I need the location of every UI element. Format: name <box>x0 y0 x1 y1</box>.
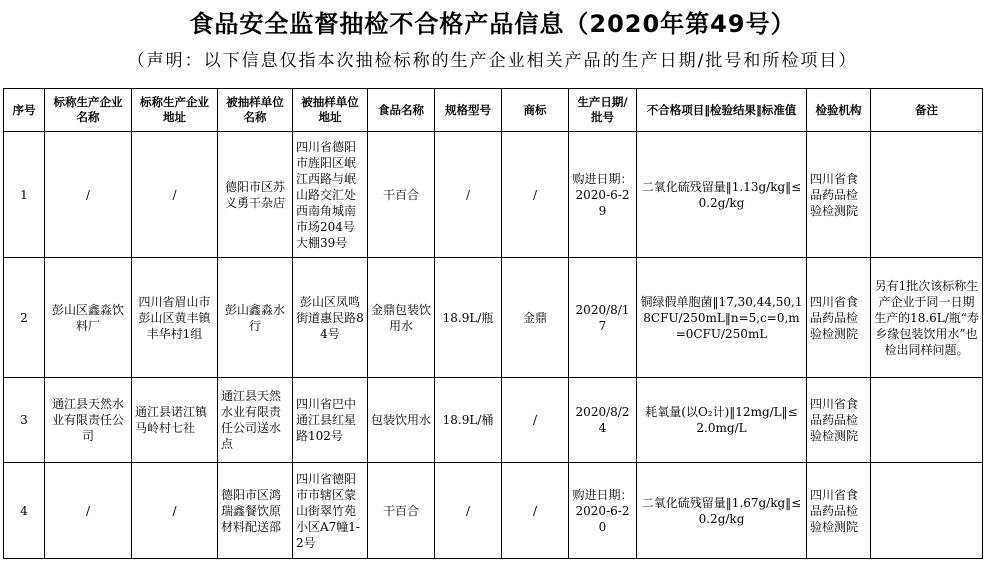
table-cell: 四川省德阳市旌阳区岷江西路与岷山路交汇处西南角城南市场204号大棚39号 <box>293 132 368 258</box>
table-cell: 四川省食品药品检验检测院 <box>807 463 871 559</box>
header-cell: 标称生产企业名称 <box>45 89 132 132</box>
table-cell: 四川省巴中通江县红星路102号 <box>293 378 368 463</box>
table-cell: 二氧化硫残留量‖1.13g/kg‖≤0.2g/kg <box>637 132 807 258</box>
table-cell <box>871 132 983 258</box>
table-cell: 耗氧量(以O₂计)‖12mg/L‖≤2.0mg/L <box>637 378 807 463</box>
header-cell: 被抽样单位地址 <box>293 89 368 132</box>
header-cell: 备注 <box>871 89 983 132</box>
table-cell: 四川省食品药品检验检测院 <box>807 132 871 258</box>
table-cell: 通江县诺江镇马岭村七社 <box>132 378 218 463</box>
table-cell: 通江县天然水业有限责任公司 <box>45 378 132 463</box>
table-cell: 彭山区鑫淼饮料厂 <box>45 258 132 378</box>
table-cell: 铜绿假单胞菌‖17,30,44,50,18CFU/250mL‖n=5,c=0,m=0CFU/250mL <box>637 258 807 378</box>
table-cell: 2020/8/17 <box>569 258 637 378</box>
table-cell: 彭山区凤鸣街道惠民路84号 <box>293 258 368 378</box>
table-cell: 购进日期：2020-6-29 <box>569 132 637 258</box>
header-cell: 被抽样单位名称 <box>218 89 293 132</box>
table-cell: / <box>502 463 569 559</box>
table-row <box>4 378 983 463</box>
table-cell: 四川省食品药品检验检测院 <box>807 378 871 463</box>
table-cell: 2 <box>4 258 45 378</box>
table-cell: / <box>435 132 502 258</box>
inspection-table <box>3 88 983 559</box>
table-cell: 四川省眉山市彭山区黄丰镇丰华村1组 <box>132 258 218 378</box>
table-header-row <box>4 89 983 132</box>
table-cell: / <box>435 463 502 559</box>
header-cell: 商标 <box>502 89 569 132</box>
table-cell: 四川省食品药品检验检测院 <box>807 258 871 378</box>
table-cell: / <box>45 132 132 258</box>
page-title: 食品安全监督抽检不合格产品信息（2020年第49号） <box>189 10 796 38</box>
table-row <box>4 132 983 258</box>
table-cell: 18.9L/瓶 <box>435 258 502 378</box>
table-cell: 1 <box>4 132 45 258</box>
table-cell: / <box>132 463 218 559</box>
table-cell: / <box>502 378 569 463</box>
table-cell: 18.9L/桶 <box>435 378 502 463</box>
page-subtitle: （声明：以下信息仅指本次抽检标称的生产企业相关产品的生产日期/批号和所检项目） <box>127 51 858 71</box>
table-cell <box>871 378 983 463</box>
table-cell: 包装饮用水 <box>368 378 435 463</box>
header-cell: 不合格项目‖检验结果‖标准值 <box>637 89 807 132</box>
table-cell: 购进日期：2020-6-20 <box>569 463 637 559</box>
table-row <box>4 463 983 559</box>
table-cell: / <box>45 463 132 559</box>
header-cell: 生产日期/批号 <box>569 89 637 132</box>
table-cell: 另有1批次该标称生产企业于同一日期生产的18.6L/瓶“寿乡缘包装饮用水”也检出同样问题。 <box>871 258 983 378</box>
header-cell: 序号 <box>4 89 45 132</box>
table-cell: 3 <box>4 378 45 463</box>
table-cell: / <box>502 132 569 258</box>
table-cell: 干百合 <box>368 463 435 559</box>
table-cell: 通江县天然水业有限责任公司送水点 <box>218 378 293 463</box>
table-cell: / <box>132 132 218 258</box>
header-cell: 检验机构 <box>807 89 871 132</box>
header-cell: 规格型号 <box>435 89 502 132</box>
table-cell: 4 <box>4 463 45 559</box>
table-cell: 2020/8/24 <box>569 378 637 463</box>
table-cell: 彭山鑫淼水行 <box>218 258 293 378</box>
table-cell: 四川省德阳市市辖区蒙山街翠竹苑小区A7幢1-2号 <box>293 463 368 559</box>
table-cell: 干百合 <box>368 132 435 258</box>
header-cell: 食品名称 <box>368 89 435 132</box>
table-cell: 德阳市区鸿瑞鑫餐饮原材料配送部 <box>218 463 293 559</box>
header-cell: 标称生产企业地址 <box>132 89 218 132</box>
table-cell: 德阳市区苏义勇干杂店 <box>218 132 293 258</box>
table-cell: 金鼎包装饮用水 <box>368 258 435 378</box>
table-cell <box>871 463 983 559</box>
table-cell: 二氧化硫残留量‖1.67g/kg‖≤0.2g/kg <box>637 463 807 559</box>
table-cell: 金鼎 <box>502 258 569 378</box>
table-row <box>4 258 983 378</box>
